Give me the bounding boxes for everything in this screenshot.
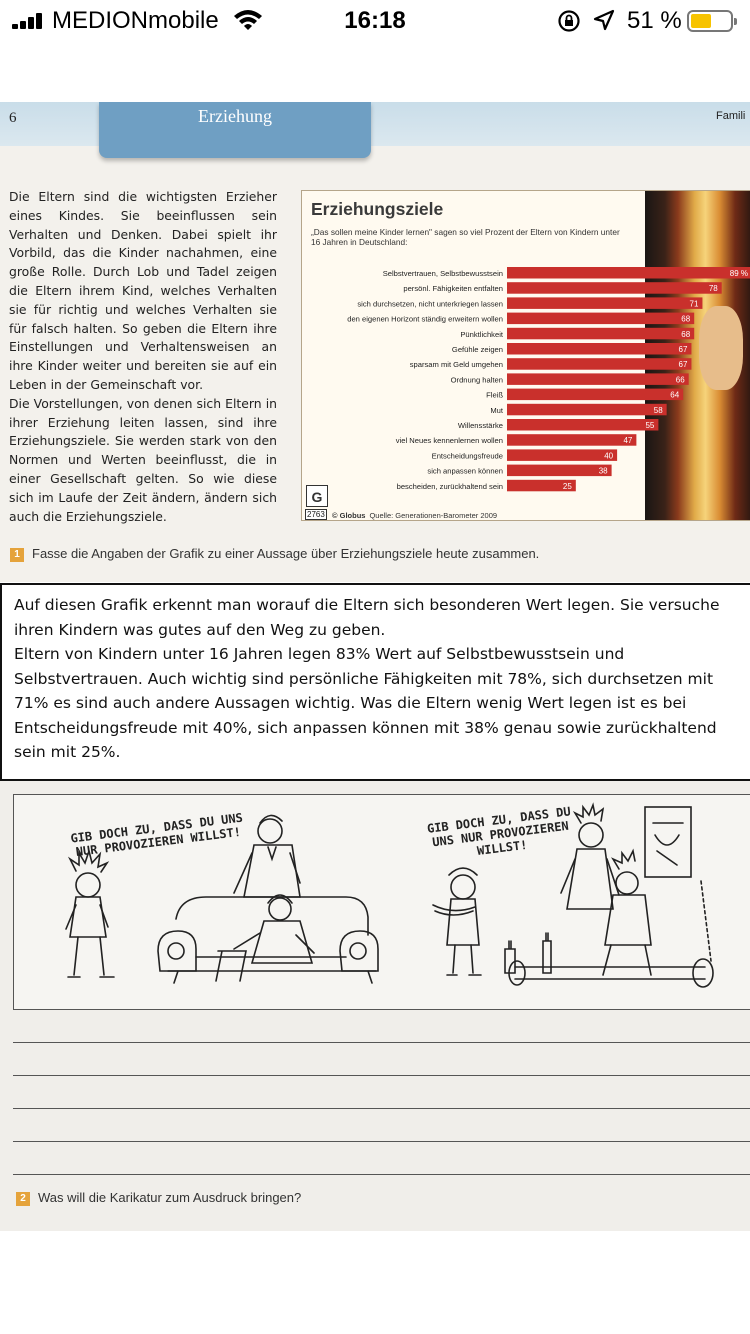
value-label: 55	[645, 421, 655, 430]
answer-paragraph: Eltern von Kindern unter 16 Jahren legen 83% Wert auf Selbstbewusstsein und Selbstvertrauen. Auch wichtig sind persönliche Fähigkeiten mit 78%, sich durchsetzen mit 71% es sind auch andere Aussagen wichtig. Was die Eltern wenig Wert legen ist es bei Entscheidungsfreude mit 40%, sich anpassen können mit 38% genau sowie zurückhaltend sein mit 25%.	[14, 645, 717, 761]
category-label: den eigenen Horizont ständig erweitern wollen	[347, 314, 503, 324]
chart-code: 2763	[307, 510, 325, 519]
chart-bar	[507, 373, 689, 385]
writing-line	[13, 1108, 750, 1109]
page-number: 6	[9, 110, 17, 126]
task-text: Fasse die Angaben der Grafik zu einer Aussage über Erziehungsziele heute zusammen.	[32, 546, 540, 561]
category-label: Pünktlichkeit	[460, 329, 503, 339]
chart-bar	[507, 389, 683, 401]
chart-bar	[507, 328, 694, 340]
writing-line	[13, 1075, 750, 1076]
chart-bar	[507, 419, 658, 431]
chart-bar	[507, 404, 667, 416]
chart-bar	[507, 449, 617, 461]
value-label: 71	[689, 299, 699, 309]
value-label: 66	[675, 375, 685, 385]
task-1	[10, 546, 539, 562]
task-2	[16, 1190, 301, 1206]
category-label: bescheiden, zurückhaltend sein	[396, 481, 503, 491]
chart-bar	[507, 282, 722, 294]
category-label: Fleiß	[486, 390, 503, 400]
clock: 16:18	[344, 7, 406, 34]
category-label: sich anpassen können	[427, 466, 503, 476]
value-label: 58	[653, 405, 663, 415]
category-label: Ordnung halten	[450, 375, 503, 385]
task-text: Was will die Karikatur zum Ausdruck bringen?	[38, 1190, 302, 1205]
value-label: 67	[678, 345, 688, 354]
answer-paragraph: Auf diesen Grafik erkennt man worauf die Eltern sich besonderen Wert legen. Sie versuche ihren Kindern was gutes auf den Weg zu geben.	[14, 596, 720, 639]
category-label: Entscheidungsfreude	[431, 451, 503, 461]
status-bar	[0, 0, 750, 42]
chapter-title: Erziehung	[198, 106, 272, 126]
value-label: 68	[681, 329, 691, 339]
battery-percent: 51 %	[627, 7, 682, 34]
value-label: 38	[598, 466, 608, 476]
speech-bubble-left: GIB DOCH ZU, DASS DU UNS NUR PROVOZIEREN WILLST!	[69, 810, 244, 860]
body-text	[9, 188, 277, 526]
source-text: Quelle: Generationen-Barometer 2009	[369, 511, 498, 520]
value-label: 40	[604, 451, 614, 461]
paragraph: Die Eltern sind die wichtigsten Erzieher eines Kindes. Sie beeinflussen sein Verhalten und Denken. Dabei spielt ihr Vorbild, das die Kinder nachahmen, eine große Rolle. Durch Lob und Tadel zeigen die Eltern ihrem Kind, welches Verhalten sie für richtig und welches Verhalten sie für falsch halten. So geben die Eltern ihre Einstellungen und Verhaltensweisen an ihre Kinder weiter und bereiten sie auf ein Leben in der Gemeinschaft vor.	[9, 189, 277, 392]
running-head: Famili	[716, 110, 746, 122]
chart-bar	[507, 343, 691, 355]
category-label: persönl. Fähigkeiten entfalten	[403, 284, 503, 294]
writing-line	[13, 1141, 750, 1142]
category-label: sparsam mit Geld umgehen	[409, 360, 503, 370]
chart-bar	[507, 313, 694, 325]
value-label: 68	[681, 314, 691, 324]
chart-bar	[507, 465, 612, 477]
carrier-name: MEDIONmobile	[52, 7, 219, 34]
value-label: 78	[708, 284, 718, 294]
writing-line	[13, 1174, 750, 1175]
chart-title: Erziehungsziele	[311, 199, 444, 219]
chart-bar	[507, 267, 750, 279]
chart-bar	[507, 297, 702, 309]
task-number: 1	[10, 548, 24, 562]
rotation-lock-icon	[557, 9, 581, 33]
category-label: Mut	[490, 405, 503, 415]
value-label: 25	[562, 481, 572, 491]
category-label: viel Neues kennenlernen wollen	[395, 436, 503, 446]
value-label: 64	[670, 390, 680, 400]
task-number: 2	[16, 1192, 30, 1206]
textbook-page	[0, 102, 750, 582]
writing-line	[13, 1042, 750, 1043]
chapter-tab	[99, 102, 371, 158]
chart-bar	[507, 434, 636, 446]
publisher: © Globus	[332, 511, 366, 520]
chart-erziehungsziele	[301, 190, 750, 521]
lower-page	[0, 781, 750, 1231]
chart-bar	[507, 358, 691, 370]
value-label: 47	[623, 436, 633, 446]
battery-icon	[687, 10, 733, 32]
location-icon	[593, 9, 615, 31]
globus-logo: G	[306, 485, 328, 507]
answer-box	[0, 583, 750, 781]
chart-subtitle: „Das sollen meine Kinder lernen" sagen so viel Prozent der Eltern von Kindern unter 16 Jahren in Deutschland:	[311, 227, 620, 247]
value-label: 67	[678, 360, 688, 370]
category-label: Selbstvertrauen, Selbstbewusstsein	[382, 269, 503, 278]
paragraph: Die Vorstellungen, von denen sich Eltern in ihrer Erziehung leiten lassen, sind ihre Erziehungsziele. Sie werden stark von den Normen und Werten beeinflusst, die in einer Gesellschaft gelten. So wie diese sich im Laufe der Zeit ändern, ändern sich auch die Erziehungsziele.	[9, 395, 277, 524]
category-label: Willensstärke	[457, 421, 503, 430]
chart-source	[332, 511, 497, 520]
value-label: 89 %	[729, 269, 748, 278]
category-label: Gefühle zeigen	[451, 345, 503, 354]
category-label: sich durchsetzen, nicht unterkriegen lassen	[357, 299, 503, 309]
speech-bubble-right: GIB DOCH ZU, DASS DU UNS NUR PROVOZIEREN WILLST!	[426, 804, 572, 858]
